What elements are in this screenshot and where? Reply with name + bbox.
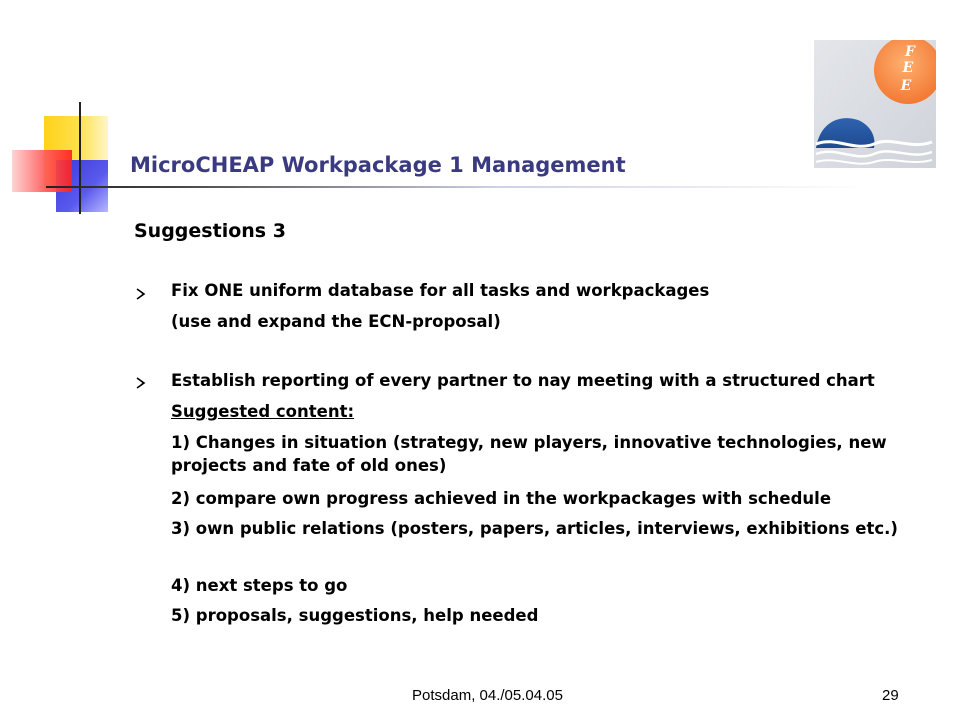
footer-location-date: Potsdam, 04./05.04.05 bbox=[412, 687, 563, 704]
slide-title: MicroCHEAP Workpackage 1 Management bbox=[130, 153, 626, 177]
content-item-3: 3) own public relations (posters, papers, articles, interviews, exhibitions etc.) bbox=[171, 519, 898, 538]
suggested-content-heading: Suggested content: bbox=[171, 402, 355, 421]
content-item-4: 4) next steps to go bbox=[171, 576, 348, 595]
title-underline-rule bbox=[46, 186, 866, 188]
content-item-5: 5) proposals, suggestions, help needed bbox=[171, 606, 539, 625]
decorative-vertical-line bbox=[79, 102, 81, 214]
content-item-1: 1) Changes in situation (strategy, new players, innovative technologies, new projects and fate of old ones) bbox=[171, 433, 887, 475]
logo-letter-e1: E bbox=[902, 60, 914, 76]
logo-letter-e2: E bbox=[900, 78, 912, 94]
arrow-bullet-icon bbox=[136, 288, 146, 300]
arrow-bullet-icon bbox=[136, 377, 146, 389]
bullet-1-line-1: Fix ONE uniform database for all tasks and workpackages bbox=[171, 281, 710, 300]
footer-page-number: 29 bbox=[882, 687, 899, 704]
bullet-2-line-1: Establish reporting of every partner to nay meeting with a structured chart bbox=[171, 371, 875, 390]
fee-logo bbox=[814, 40, 936, 168]
content-item-2: 2) compare own progress achieved in the workpackages with schedule bbox=[171, 489, 832, 508]
slide-subtitle: Suggestions 3 bbox=[134, 220, 286, 242]
bullet-1-line-2: (use and expand the ECN-proposal) bbox=[171, 312, 501, 331]
logo-letter-f: F bbox=[905, 44, 915, 60]
